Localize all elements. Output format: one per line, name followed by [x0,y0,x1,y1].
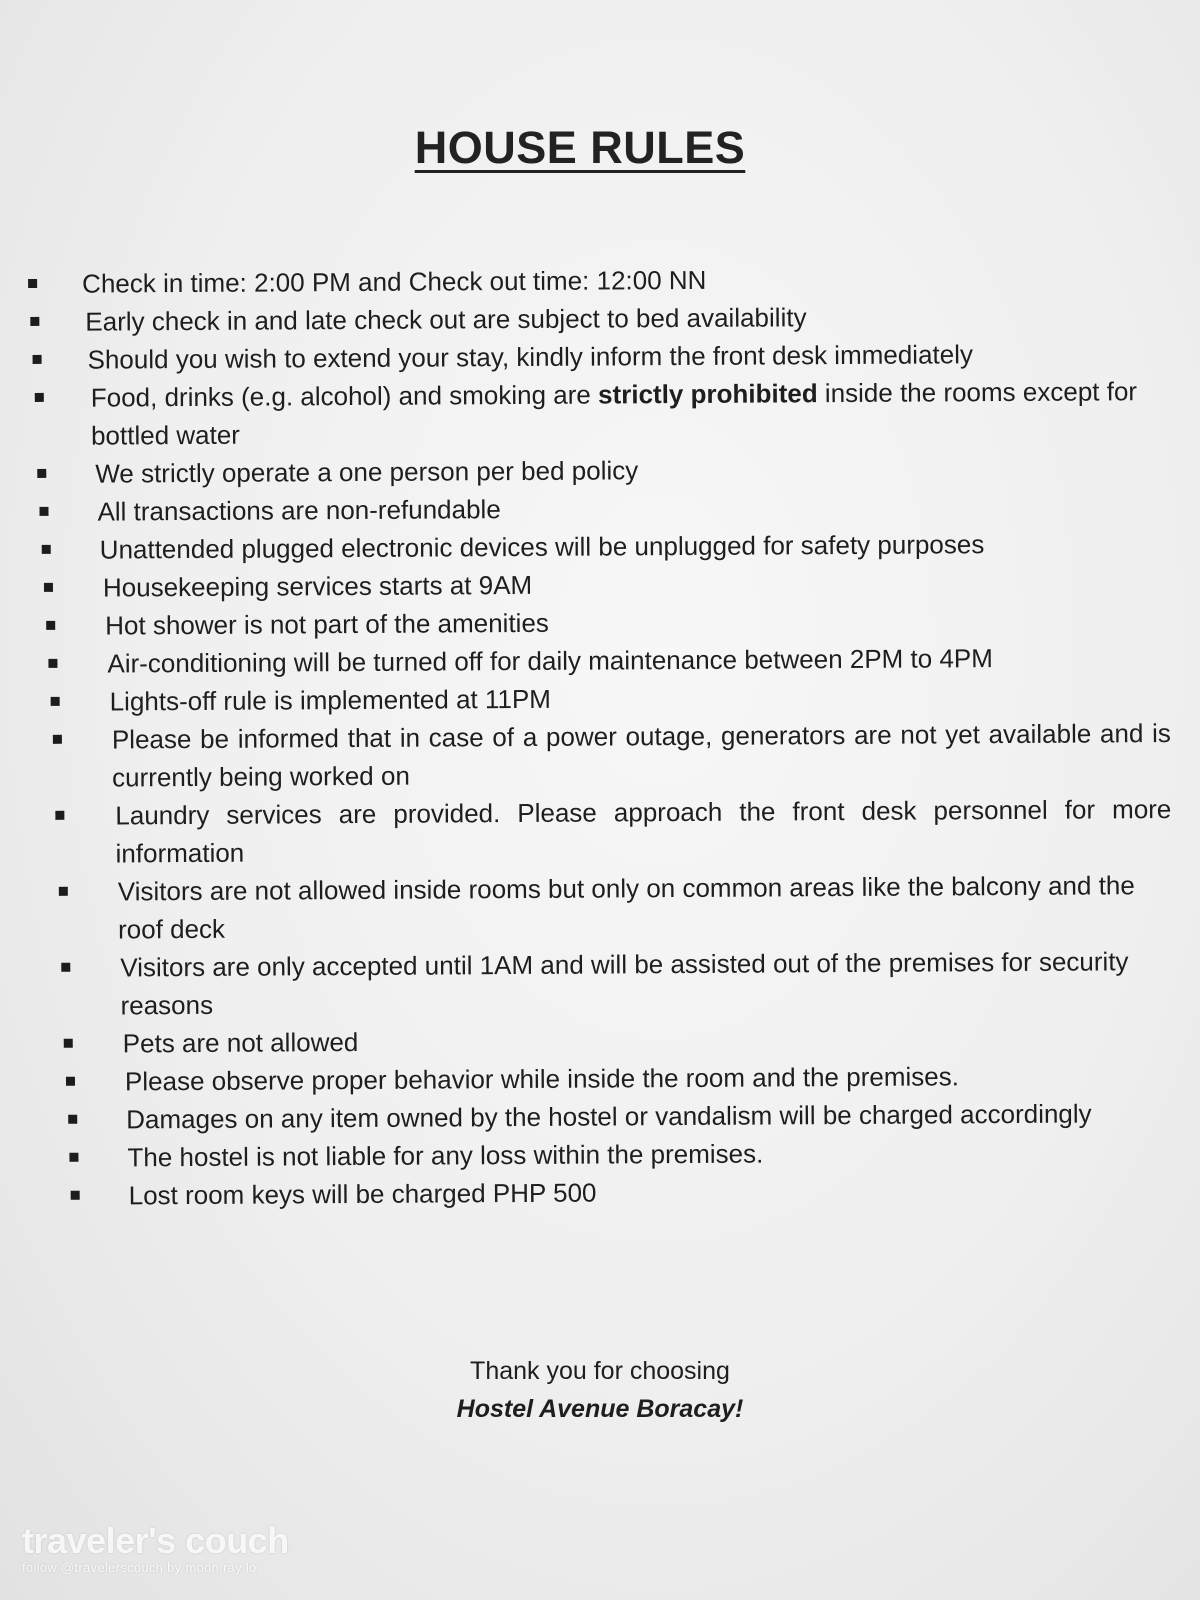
bullet-square-icon [53,735,62,744]
rule-text: Lights-off rule is implemented at 11PM [109,683,552,717]
bullet-square-icon [66,1077,75,1086]
bullet-square-icon [42,545,51,554]
bullet-square-icon [71,1191,80,1200]
bullet-square-icon [33,355,42,364]
bullet-square-icon [28,279,37,288]
closing-line-hostel-name: Hostel Avenue Boracay! [456,1395,744,1423]
rule-text: Air-conditioning will be turned off for daily maintenance between 2PM to 4PM [107,643,993,679]
rule-item [32,942,1172,1025]
bullet-square-icon [68,1115,77,1124]
bullet-square-icon [61,963,70,972]
rule-item [34,1170,1174,1215]
rule-text: Please be informed that in case of a power outage, generators are not yet available and is currently being worked on [111,718,1171,793]
rule-text: Hot shower is not part of the amenities [105,607,549,641]
rule-text: Pets are not allowed [122,1026,359,1059]
bullet-square-icon [55,811,64,820]
bullet-square-icon [48,659,57,668]
rule-text [91,372,1169,455]
rule-text: Should you wish to extend your stay, kindly inform the front desk immediately [87,339,974,375]
rule-text-part: Food, drinks (e.g. alcohol) and smoking are [90,379,599,413]
bullet-square-icon [37,469,46,478]
rule-text: Lost room keys will be charged PHP 500 [128,1177,597,1211]
rule-item [29,372,1169,455]
rule-text: Unattended plugged electronic devices will be unplugged for safety purposes [99,529,985,565]
rule-text: All transactions are non-refundable [97,494,501,527]
rule-item [31,714,1171,797]
bullet-square-icon [44,583,53,592]
closing-line-thanks: Thank you for choosing [470,1357,730,1385]
rule-text: Housekeeping services starts at 9AM [102,569,533,603]
rule-text: Laundry services are provided. Please approach the front desk personnel for more information [115,794,1172,869]
watermark [22,1522,289,1576]
rule-text: Damages on any item owned by the hostel or vandalism will be charged accordingly [126,1098,1092,1135]
rule-text: The hostel is not liable for any loss within the premises. [127,1138,764,1173]
bullet-square-icon [35,393,44,402]
rule-text: Early check in and late check out are subject to bed availability [85,302,807,337]
page-title-text: HOUSE RULES [414,122,746,173]
bullet-square-icon [39,507,48,516]
rule-text: We strictly operate a one person per bed policy [95,455,639,489]
bullet-square-icon [59,887,68,896]
bullet-square-icon [30,317,39,326]
rule-text: Check in time: 2:00 PM and Check out time: 12:00 NN [82,264,707,299]
closing-message [0,1352,1200,1428]
bullet-square-icon [51,697,60,706]
watermark-brand: traveler's couch [22,1520,289,1561]
rule-text: Please observe proper behavior while inside the room and the premises. [124,1061,959,1097]
page-title [0,122,1160,174]
rule-text: Visitors are not allowed inside rooms but only on common areas like the balcony and the roof deck [117,870,1135,945]
bullet-square-icon [46,621,55,630]
rules-list [28,258,1174,1215]
watermark-credit: follow @travelerscouch by moon ray lo [22,1560,257,1575]
rule-text: Visitors are only accepted until 1AM and will be assisted out of the premises for security reasons [120,946,1129,1021]
rule-text-part: inside the rooms except for bottled water [90,376,1138,451]
rule-item [32,866,1172,949]
bullet-square-icon [69,1153,78,1162]
bullet-square-icon [64,1039,73,1048]
rule-text-emphasis: strictly prohibited [597,378,818,410]
rule-item [31,790,1171,873]
